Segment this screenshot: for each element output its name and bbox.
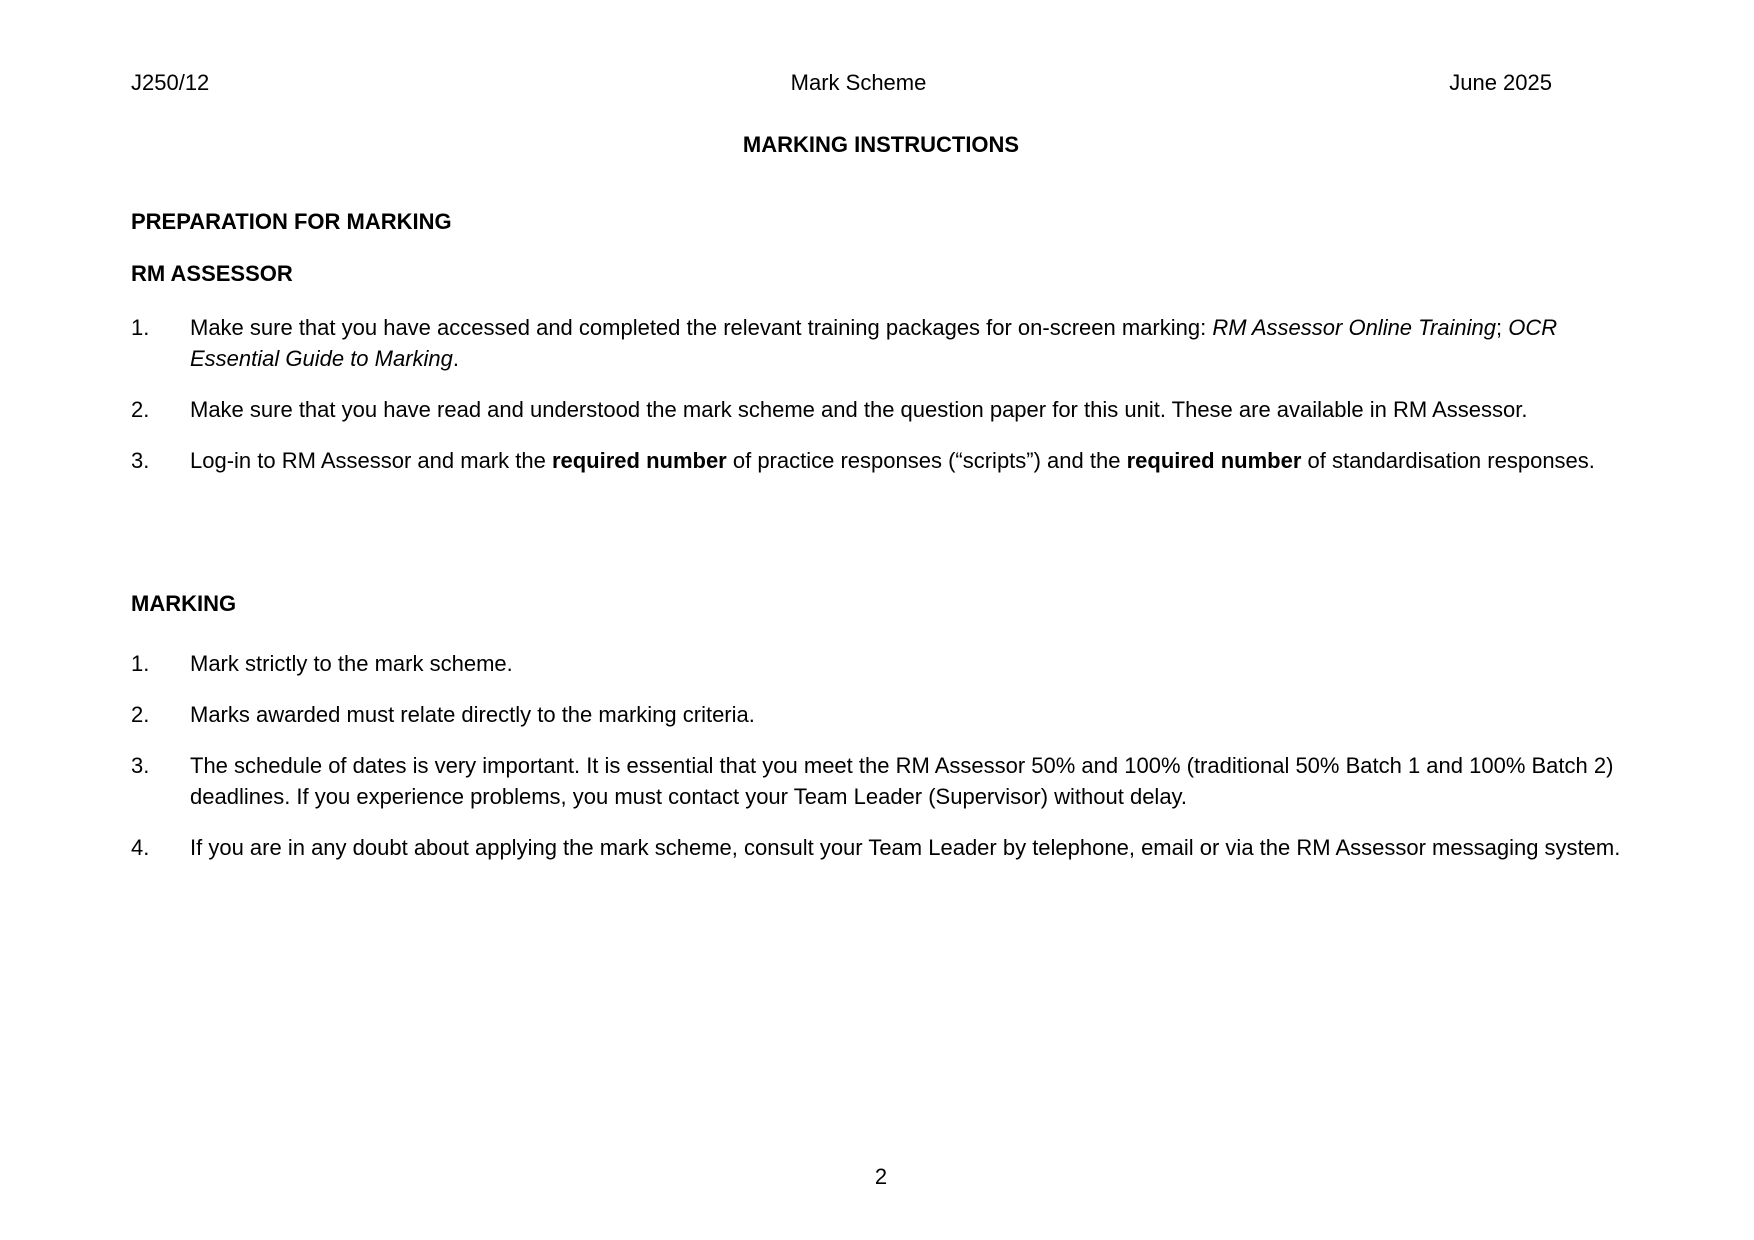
list-item-number: 2. — [131, 397, 150, 422]
text-run: OCR Essential Guide to Marking — [190, 315, 1558, 371]
text-run: Make sure that you have read and understood the mark scheme and the question paper for this unit. These are available in RM Assessor. — [190, 397, 1528, 422]
marking-list — [131, 648, 1631, 883]
text-run: ; — [1496, 315, 1509, 340]
text-run: Mark strictly to the mark scheme. — [190, 651, 513, 676]
preparation-list — [131, 312, 1631, 496]
list-item-text — [190, 648, 1631, 679]
section-heading-preparation: PREPARATION FOR MARKING — [131, 209, 452, 234]
text-run: of practice responses (“scripts”) and the — [726, 448, 1127, 473]
list-item-number: 1. — [131, 315, 150, 340]
header-paper-code: J250/12 — [131, 70, 210, 95]
list-item — [131, 750, 1631, 812]
subheading-rm-assessor: RM ASSESSOR — [131, 261, 293, 286]
list-item-text — [190, 312, 1631, 374]
text-run: required number — [551, 448, 727, 473]
text-run: Make sure that you have accessed and completed the relevant training packages for on-screen marking: — [190, 315, 1213, 340]
list-item — [131, 445, 1631, 476]
list-item — [131, 394, 1631, 425]
text-run: RM Assessor Online Training — [1212, 315, 1497, 340]
list-item — [131, 312, 1631, 374]
text-run: The schedule of dates is very important. It is essential that you meet the RM Assessor 50% and 100% (traditional 50% Batch 1 and 100% Batch 2) deadlines. If you experience problems, you must contact your Team Leader (Supervisor) without delay. — [190, 753, 1614, 809]
text-run: Marks awarded must relate directly to the marking criteria. — [190, 702, 755, 727]
text-run: required number — [1126, 448, 1302, 473]
header-document-type: Mark Scheme — [790, 70, 927, 95]
list-item — [131, 832, 1631, 863]
text-run: If you are in any doubt about applying the mark scheme, consult your Team Leader by telephone, email or via the RM Assessor messaging system. — [190, 835, 1621, 860]
text-run: of standardisation responses. — [1301, 448, 1595, 473]
list-item-number: 1. — [131, 651, 150, 676]
list-item-text — [190, 699, 1631, 730]
text-run: Log-in to RM Assessor and mark the — [190, 448, 552, 473]
list-item-number: 3. — [131, 753, 150, 778]
list-item — [131, 648, 1631, 679]
list-item-number: 2. — [131, 702, 150, 727]
page-number: 2 — [874, 1164, 888, 1189]
list-item-number: 4. — [131, 835, 150, 860]
text-run: . — [452, 346, 460, 371]
list-item-text — [190, 445, 1631, 476]
header-date: June 2025 — [1449, 70, 1552, 95]
list-item-text — [190, 832, 1631, 863]
page-title: MARKING INSTRUCTIONS — [742, 132, 1020, 157]
list-item-text — [190, 394, 1631, 425]
list-item-text — [190, 750, 1631, 812]
list-item — [131, 699, 1631, 730]
list-item-number: 3. — [131, 448, 150, 473]
section-heading-marking: MARKING — [131, 591, 237, 616]
